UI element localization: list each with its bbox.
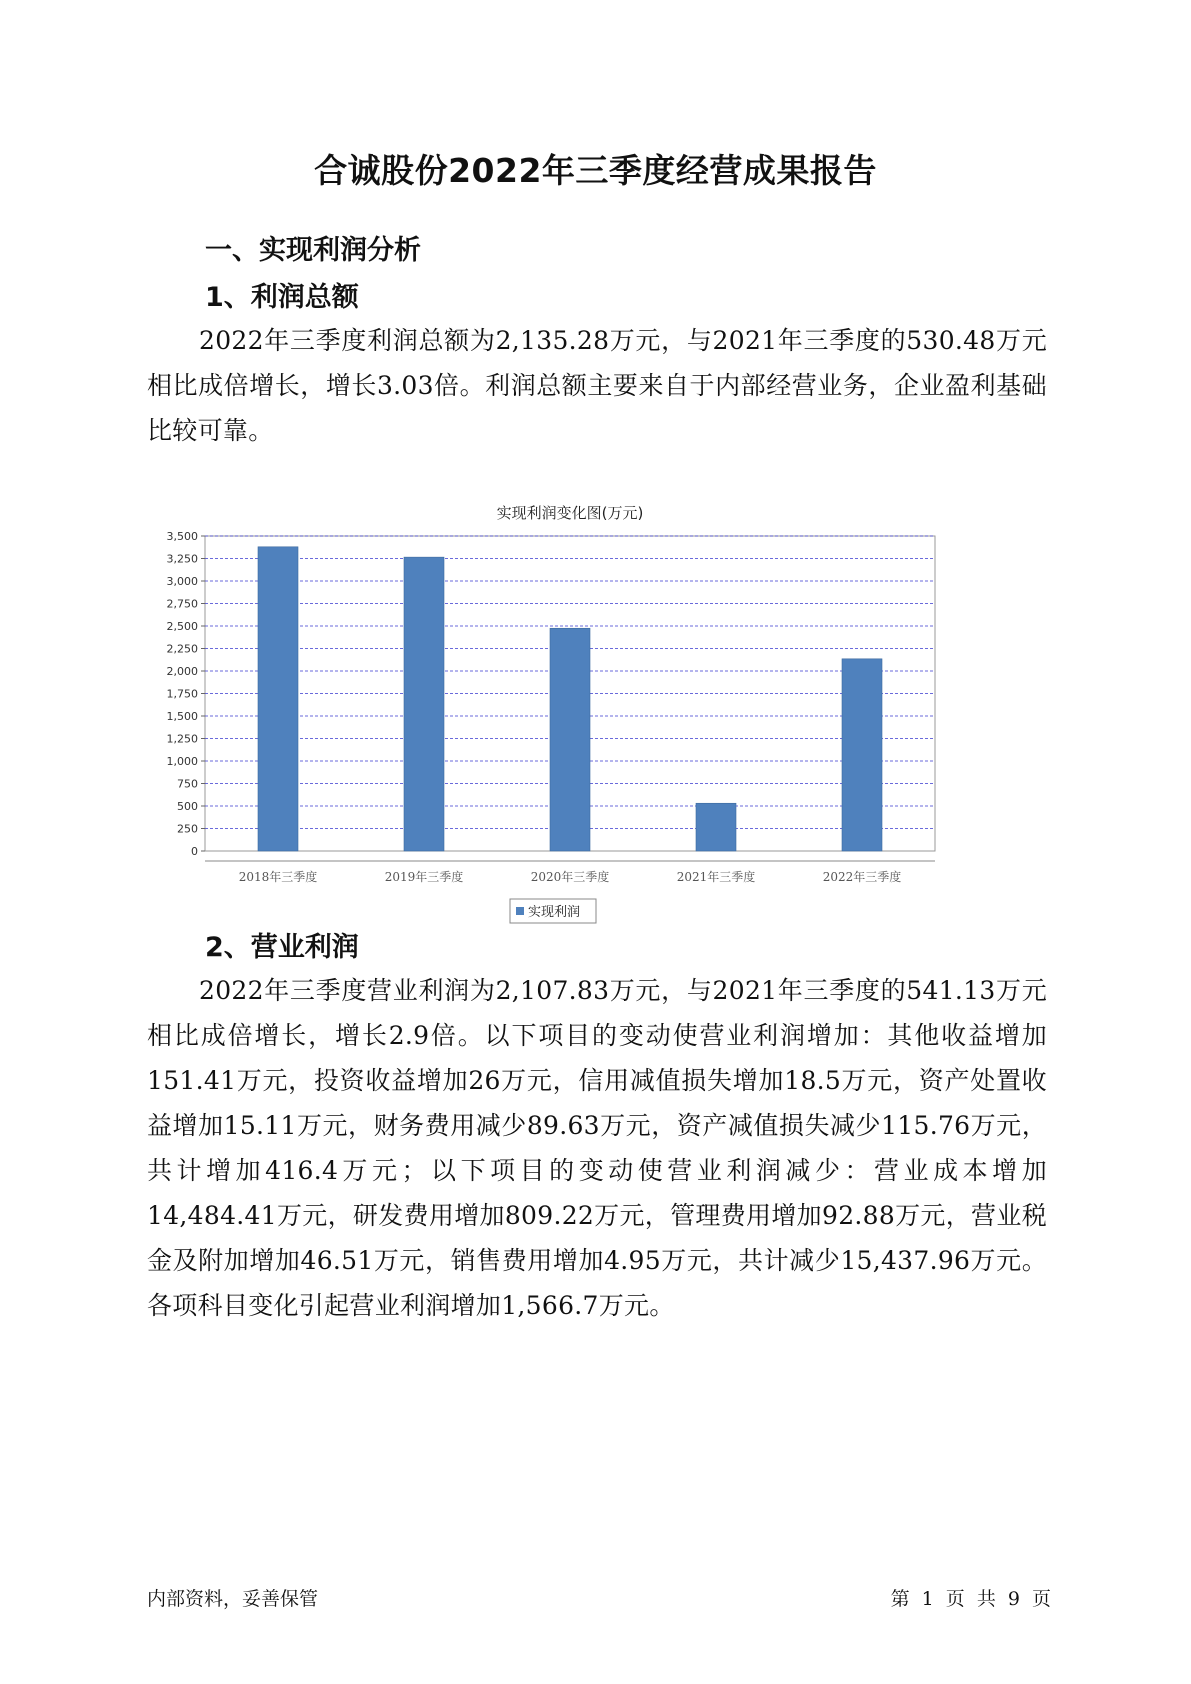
y-tick-label: 1,750 xyxy=(166,687,198,701)
chart-title: 实现利润变化图(万元) xyxy=(496,504,644,522)
footer-confidential-note: 内部资料，妥善保管 xyxy=(147,1588,319,1610)
legend-label: 实现利润 xyxy=(528,905,581,920)
y-tick-label: 500 xyxy=(177,800,198,813)
subheading-total-profit: 1、利润总额 xyxy=(205,282,359,313)
y-tick-label: 750 xyxy=(177,777,198,791)
x-tick-label: 2022年三季度 xyxy=(822,870,902,884)
x-tick-label: 2019年三季度 xyxy=(384,870,464,884)
x-tick-label: 2021年三季度 xyxy=(676,870,756,884)
y-tick-label: 2,750 xyxy=(166,597,198,611)
y-tick-label: 2,500 xyxy=(166,620,198,633)
y-tick-label: 0 xyxy=(191,845,198,858)
y-tick-label: 2,000 xyxy=(166,665,198,678)
y-tick-label: 1,500 xyxy=(166,710,198,723)
paragraph-total-profit: 2022年三季度利润总额为2,135.28万元，与2021年三季度的530.48万元相比成倍增长，增长3.03倍。利润总额主要来自于内部经营业务，企业盈利基础比较可靠。 xyxy=(147,326,1047,445)
x-tick-label: 2020年三季度 xyxy=(530,870,610,884)
profit-chart xyxy=(150,500,1020,960)
y-tick-label: 250 xyxy=(177,822,198,836)
section-heading-profit-analysis: 一、实现利润分析 xyxy=(205,235,421,266)
y-tick-label: 2,250 xyxy=(166,642,198,656)
y-tick-label: 1,000 xyxy=(166,755,198,768)
bar xyxy=(696,803,736,851)
bar xyxy=(258,547,298,851)
x-tick-label: 2018年三季度 xyxy=(238,870,318,884)
subheading-operating-profit: 2、营业利润 xyxy=(205,932,359,963)
paragraph-operating-profit: 2022年三季度营业利润为2,107.83万元，与2021年三季度的541.13万元相比成倍增长，增长2.9倍。以下项目的变动使营业利润增加：其他收益增加151.41万元，投资收益增加26万元，信用减值损失增加18.5万元，资产处置收益增加15.11万元，财务费用减少89.63万元，资产减值损失减少115.76万元，共计增加416.4万元；以下项目的变动使营业利润减少：营业成本增加14,484.41万元，研发费用增加809.22万元，管理费用增加92.88万元，营业税金及附加增加46.51万元，销售费用增加4.95万元，共计减少15,437.96万元。各项科目变化引起营业利润增加1,566.7万元。 xyxy=(147,976,1047,1320)
bar xyxy=(404,557,444,851)
y-tick-label: 3,500 xyxy=(166,530,198,543)
bar xyxy=(842,659,882,851)
report-title: 合诚股份2022年三季度经营成果报告 xyxy=(314,151,877,190)
y-tick-label: 1,250 xyxy=(166,732,198,746)
y-tick-label: 3,000 xyxy=(166,575,198,588)
y-tick-label: 3,250 xyxy=(166,552,198,566)
footer-page-number: 第 1 页 共 9 页 xyxy=(890,1588,1051,1610)
profit-chart-svg xyxy=(150,500,1020,960)
legend-swatch xyxy=(516,907,524,915)
bar xyxy=(550,628,590,851)
